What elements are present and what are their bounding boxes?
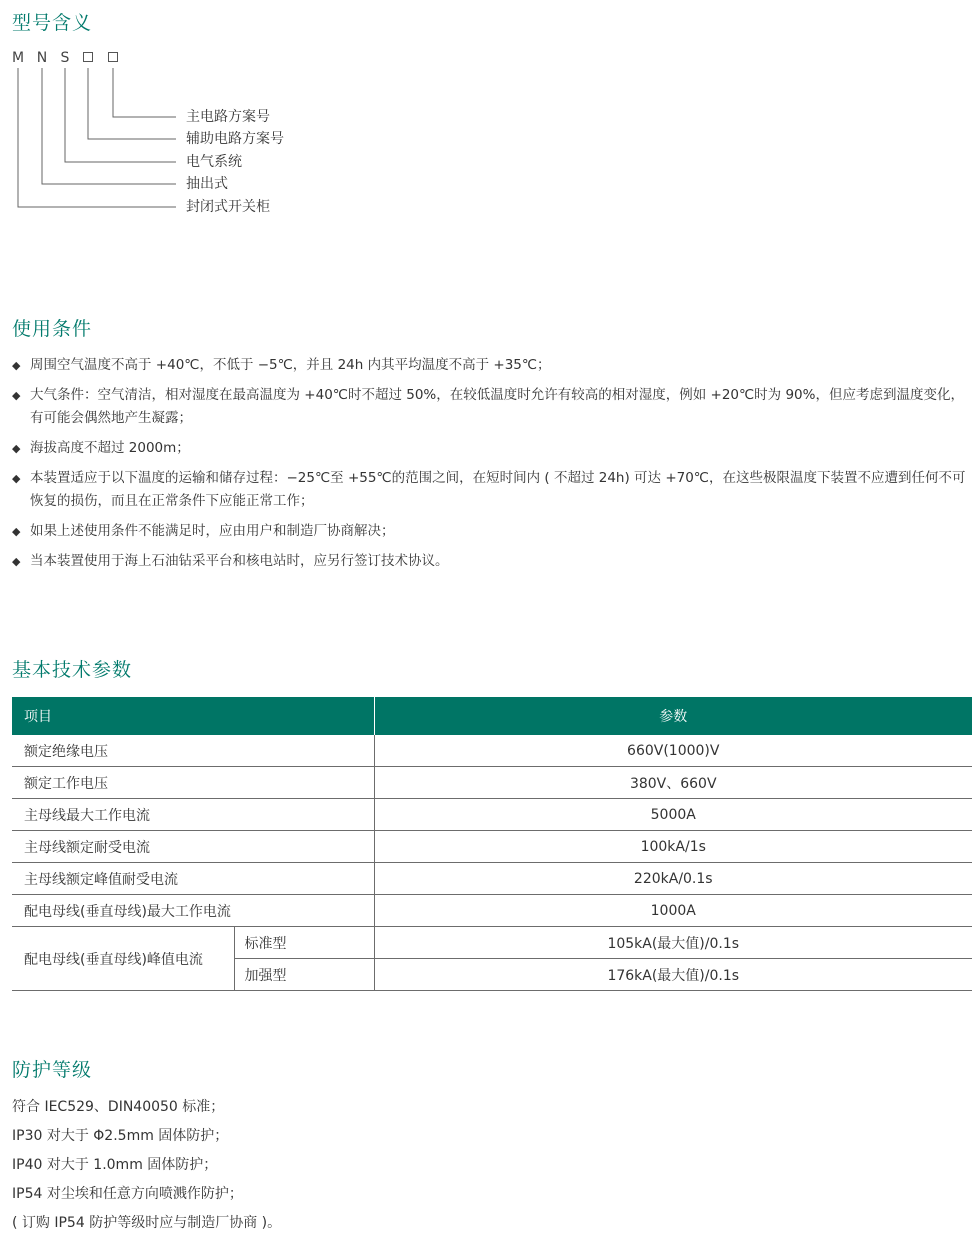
header-value: 参数 [374,697,972,735]
code-letter-s: S [60,50,70,66]
code-letter-n: N [36,50,48,66]
list-item: ( 订购 IP54 防护等级时应与制造厂协商 )。 [12,1215,282,1231]
code-label-main-circuit: 主电路方案号 [186,109,270,125]
protection-list [12,1093,281,1238]
split-row-item: 配电母线(垂直母线)峰值电流 [12,927,234,991]
section-title-params: 基本技术参数 [12,659,133,681]
list-item: ◆ 如果上述使用条件不能满足时，应由用户和制造厂协商解决； [12,520,974,543]
connector-main-circuit [113,68,176,117]
list-item: ◆ 周围空气温度不高于 +40℃，不低于 −5℃，并且 24h 内其平均温度不高于 +35℃； [12,354,974,377]
diamond-bullet-icon: ◆ [12,442,21,455]
table-row: 主母线额定峰值耐受电流 220kA/0.1s [12,863,972,895]
list-item: IP54 对尘埃和任意方向喷溅作防护； [12,1186,243,1202]
list-item: 符合 IEC529、DIN40050 标准； [12,1099,225,1115]
section-title-protection: 防护等级 [12,1059,93,1081]
code-letter-m: M [11,50,25,66]
code-label-drawout: 抽出式 [186,176,228,192]
table-row: 主母线最大工作电流 5000A [12,799,972,831]
section-title-model: 型号含义 [12,12,93,34]
table-row: 额定工作电压 380V、660V [12,767,972,799]
list-item: ◆ 海拔高度不超过 2000m； [12,437,974,460]
table-row: 加强型 176kA(最大值)/0.1s [12,959,972,991]
table-row: 配电母线(垂直母线)峰值电流 标准型 105kA(最大值)/0.1s [12,927,972,959]
list-item: IP40 对大于 1.0mm 固体防护； [12,1157,218,1173]
table-row: 主母线额定耐受电流 100kA/1s [12,831,972,863]
connector-aux-circuit [88,68,176,139]
model-code-connector-lines [0,0,200,220]
diamond-bullet-icon: ◆ [12,389,21,402]
diamond-bullet-icon: ◆ [12,525,21,538]
connector-drawout [42,68,176,184]
list-item: ◆ 本装置适应于以下温度的运输和储存过程：−25℃至 +55℃的范围之间，在短时间内 ( 不超过 24h) 可达 +70℃，在这些极限温度下装置不应遭到任何不可恢复的损伤，而且在正常条件下应能正常工作； [12,467,974,513]
diamond-bullet-icon: ◆ [12,555,21,568]
section-title-conditions: 使用条件 [12,318,93,340]
list-item: ◆ 大气条件：空气清洁，相对湿度在最高温度为 +40℃时不超过 50%，在较低温度时允许有较高的相对湿度，例如 +20℃时为 90%，但应考虑到温度变化，有可能会偶然地产生凝露； [12,384,974,430]
code-label-aux-circuit: 辅助电路方案号 [186,131,284,147]
header-item: 项目 [12,697,374,735]
list-item: ◆ 当本装置使用于海上石油钻采平台和核电站时，应另行签订技术协议。 [12,550,974,573]
diamond-bullet-icon: ◆ [12,472,21,485]
table-row: 配电母线(垂直母线)最大工作电流 1000A [12,895,972,927]
diamond-bullet-icon: ◆ [12,359,21,372]
code-label-electrical: 电气系统 [186,154,242,170]
table-header-row [12,697,972,735]
table-row: 额定绝缘电压 660V(1000)V [12,735,972,767]
params-table [12,697,972,991]
code-label-enclosed: 封闭式开关柜 [186,199,270,215]
list-item: IP30 对大于 Φ2.5mm 固体防护； [12,1128,229,1144]
conditions-list [12,354,974,580]
connector-electrical [65,68,176,162]
